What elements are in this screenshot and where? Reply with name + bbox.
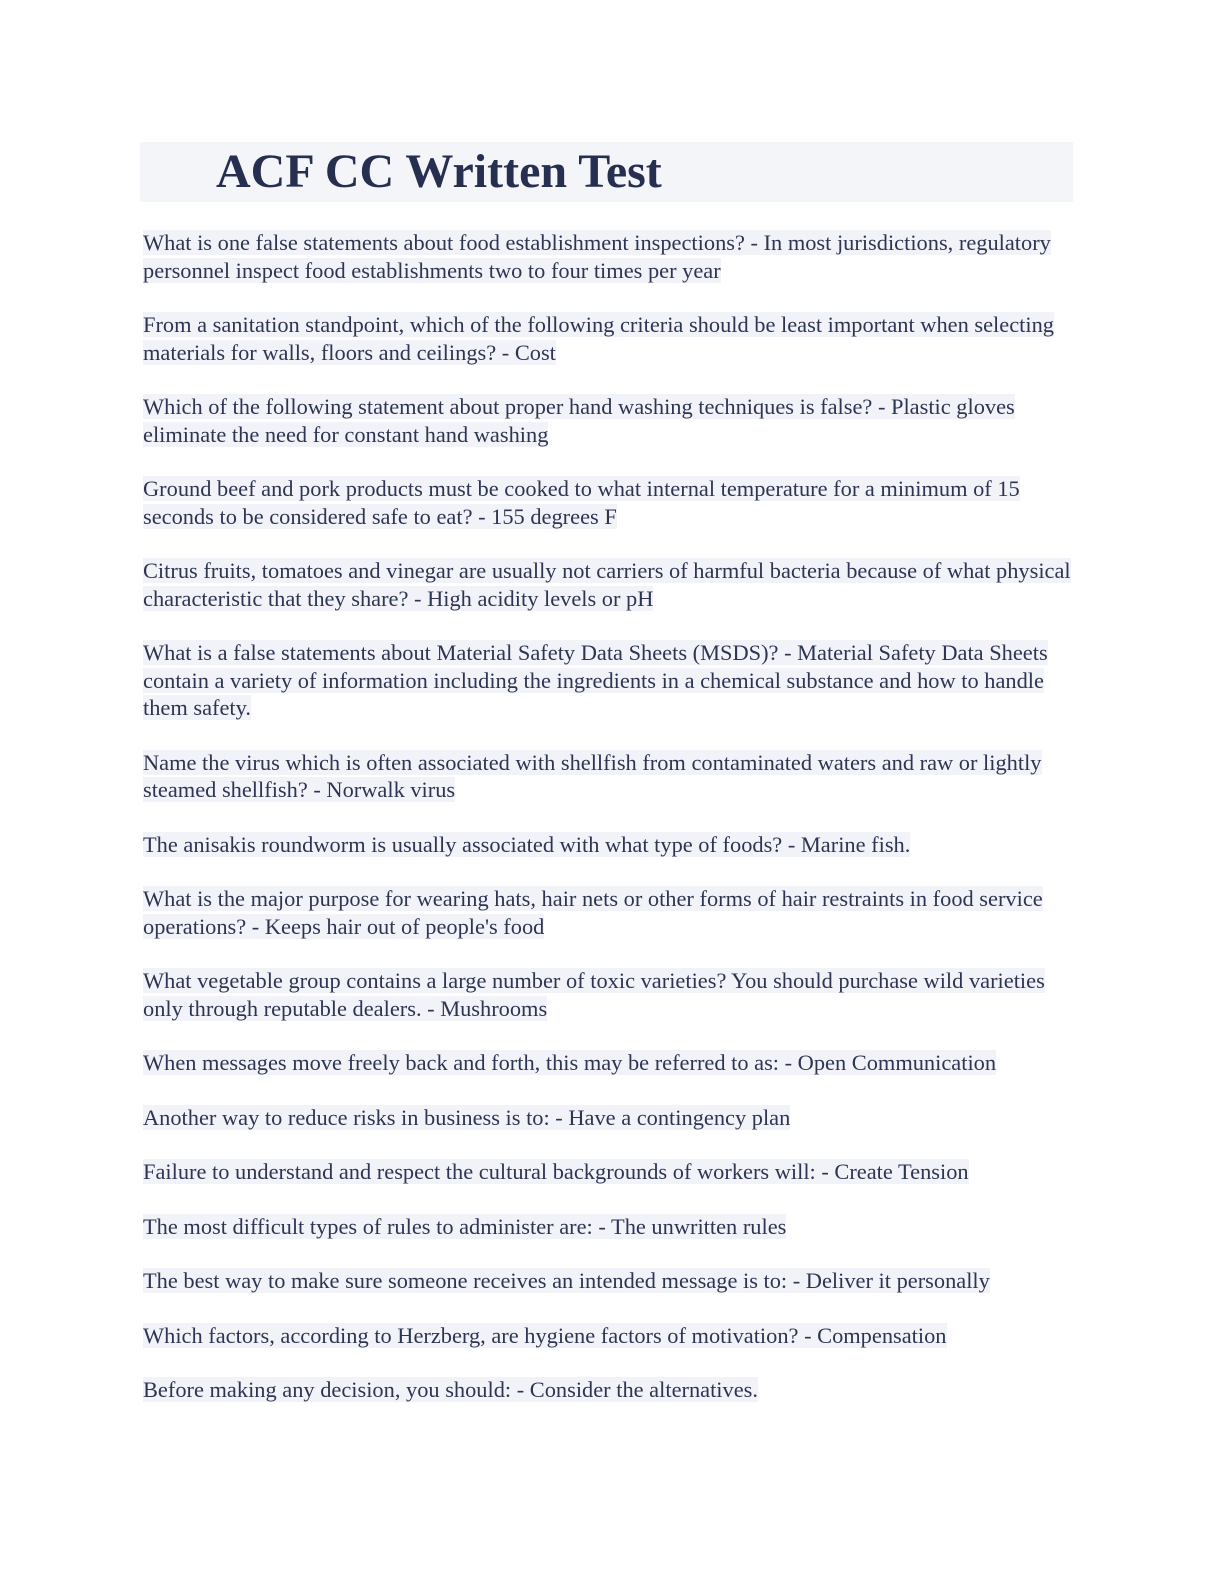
question-answer-list [143,229,1078,1431]
question-answer-text: Citrus fruits, tomatoes and vinegar are usually not carriers of harmful bacteria because of what physical characteristic that they share? - High acidity levels or pH [143,558,1071,611]
question-answer-item [143,639,1078,722]
question-answer-item [143,749,1078,804]
question-answer-text: The anisakis roundworm is usually associated with what type of foods? - Marine fish. [143,831,911,857]
question-answer-text: Name the virus which is often associated with shellfish from contaminated waters and raw or lightly steamed shellfish? - Norwalk virus [143,749,1042,802]
question-answer-item [143,1267,1078,1295]
question-answer-text: What is a false statements about Material Safety Data Sheets (MSDS)? - Material Safety Data Sheets contain a variety of information including the ingredients in a chemical substance and how to handle them safety. [143,640,1048,720]
question-answer-item [143,229,1078,284]
question-answer-item [143,1104,1078,1132]
question-answer-item [143,885,1078,940]
question-answer-text: Failure to understand and respect the cultural backgrounds of workers will: - Create Tension [143,1159,969,1184]
question-answer-text: Which factors, according to Herzberg, are hygiene factors of motivation? - Compensation [143,1322,947,1348]
question-answer-text: Which of the following statement about proper hand washing techniques is false? - Plastic gloves eliminate the need for constant hand washing [143,394,1015,447]
question-answer-text: The most difficult types of rules to administer are: - The unwritten rules [143,1213,787,1239]
question-answer-text: Before making any decision, you should: - Consider the alternatives. [143,1377,758,1402]
question-answer-text: Ground beef and pork products must be cooked to what internal temperature for a minimum of 15 seconds to be considered safe to eat? - 155 degrees F [143,476,1020,529]
question-answer-item [143,1376,1078,1404]
question-answer-item [143,393,1078,448]
question-answer-item [143,1049,1078,1077]
question-answer-text: When messages move freely back and forth, this may be referred to as: - Open Communication [143,1050,997,1075]
question-answer-text: What vegetable group contains a large number of toxic varieties? You should purchase wild varieties only through reputable dealers. - Mushrooms [143,968,1045,1021]
question-answer-item [143,475,1078,530]
question-answer-item [143,831,1078,859]
title-banner [140,142,1073,202]
question-answer-text: What is one false statements about food establishment inspections? - In most jurisdictions, regulatory personnel inspect food establishments two to four times per year [143,230,1051,283]
question-answer-item [143,1213,1078,1241]
question-answer-text: What is the major purpose for wearing hats, hair nets or other forms of hair restraints in food service operations? - Keeps hair out of people's food [143,886,1043,939]
page-title: ACF CC Written Test [216,145,662,198]
question-answer-item [143,1322,1078,1350]
question-answer-text: The best way to make sure someone receives an intended message is to: - Deliver it personally [143,1268,990,1293]
question-answer-text: From a sanitation standpoint, which of the following criteria should be least important when selecting materials for walls, floors and ceilings? - Cost [143,312,1054,365]
question-answer-item [143,557,1078,612]
question-answer-item [143,967,1078,1022]
question-answer-item [143,1158,1078,1186]
question-answer-text: Another way to reduce risks in business is to: - Have a contingency plan [143,1104,791,1130]
question-answer-item [143,311,1078,366]
